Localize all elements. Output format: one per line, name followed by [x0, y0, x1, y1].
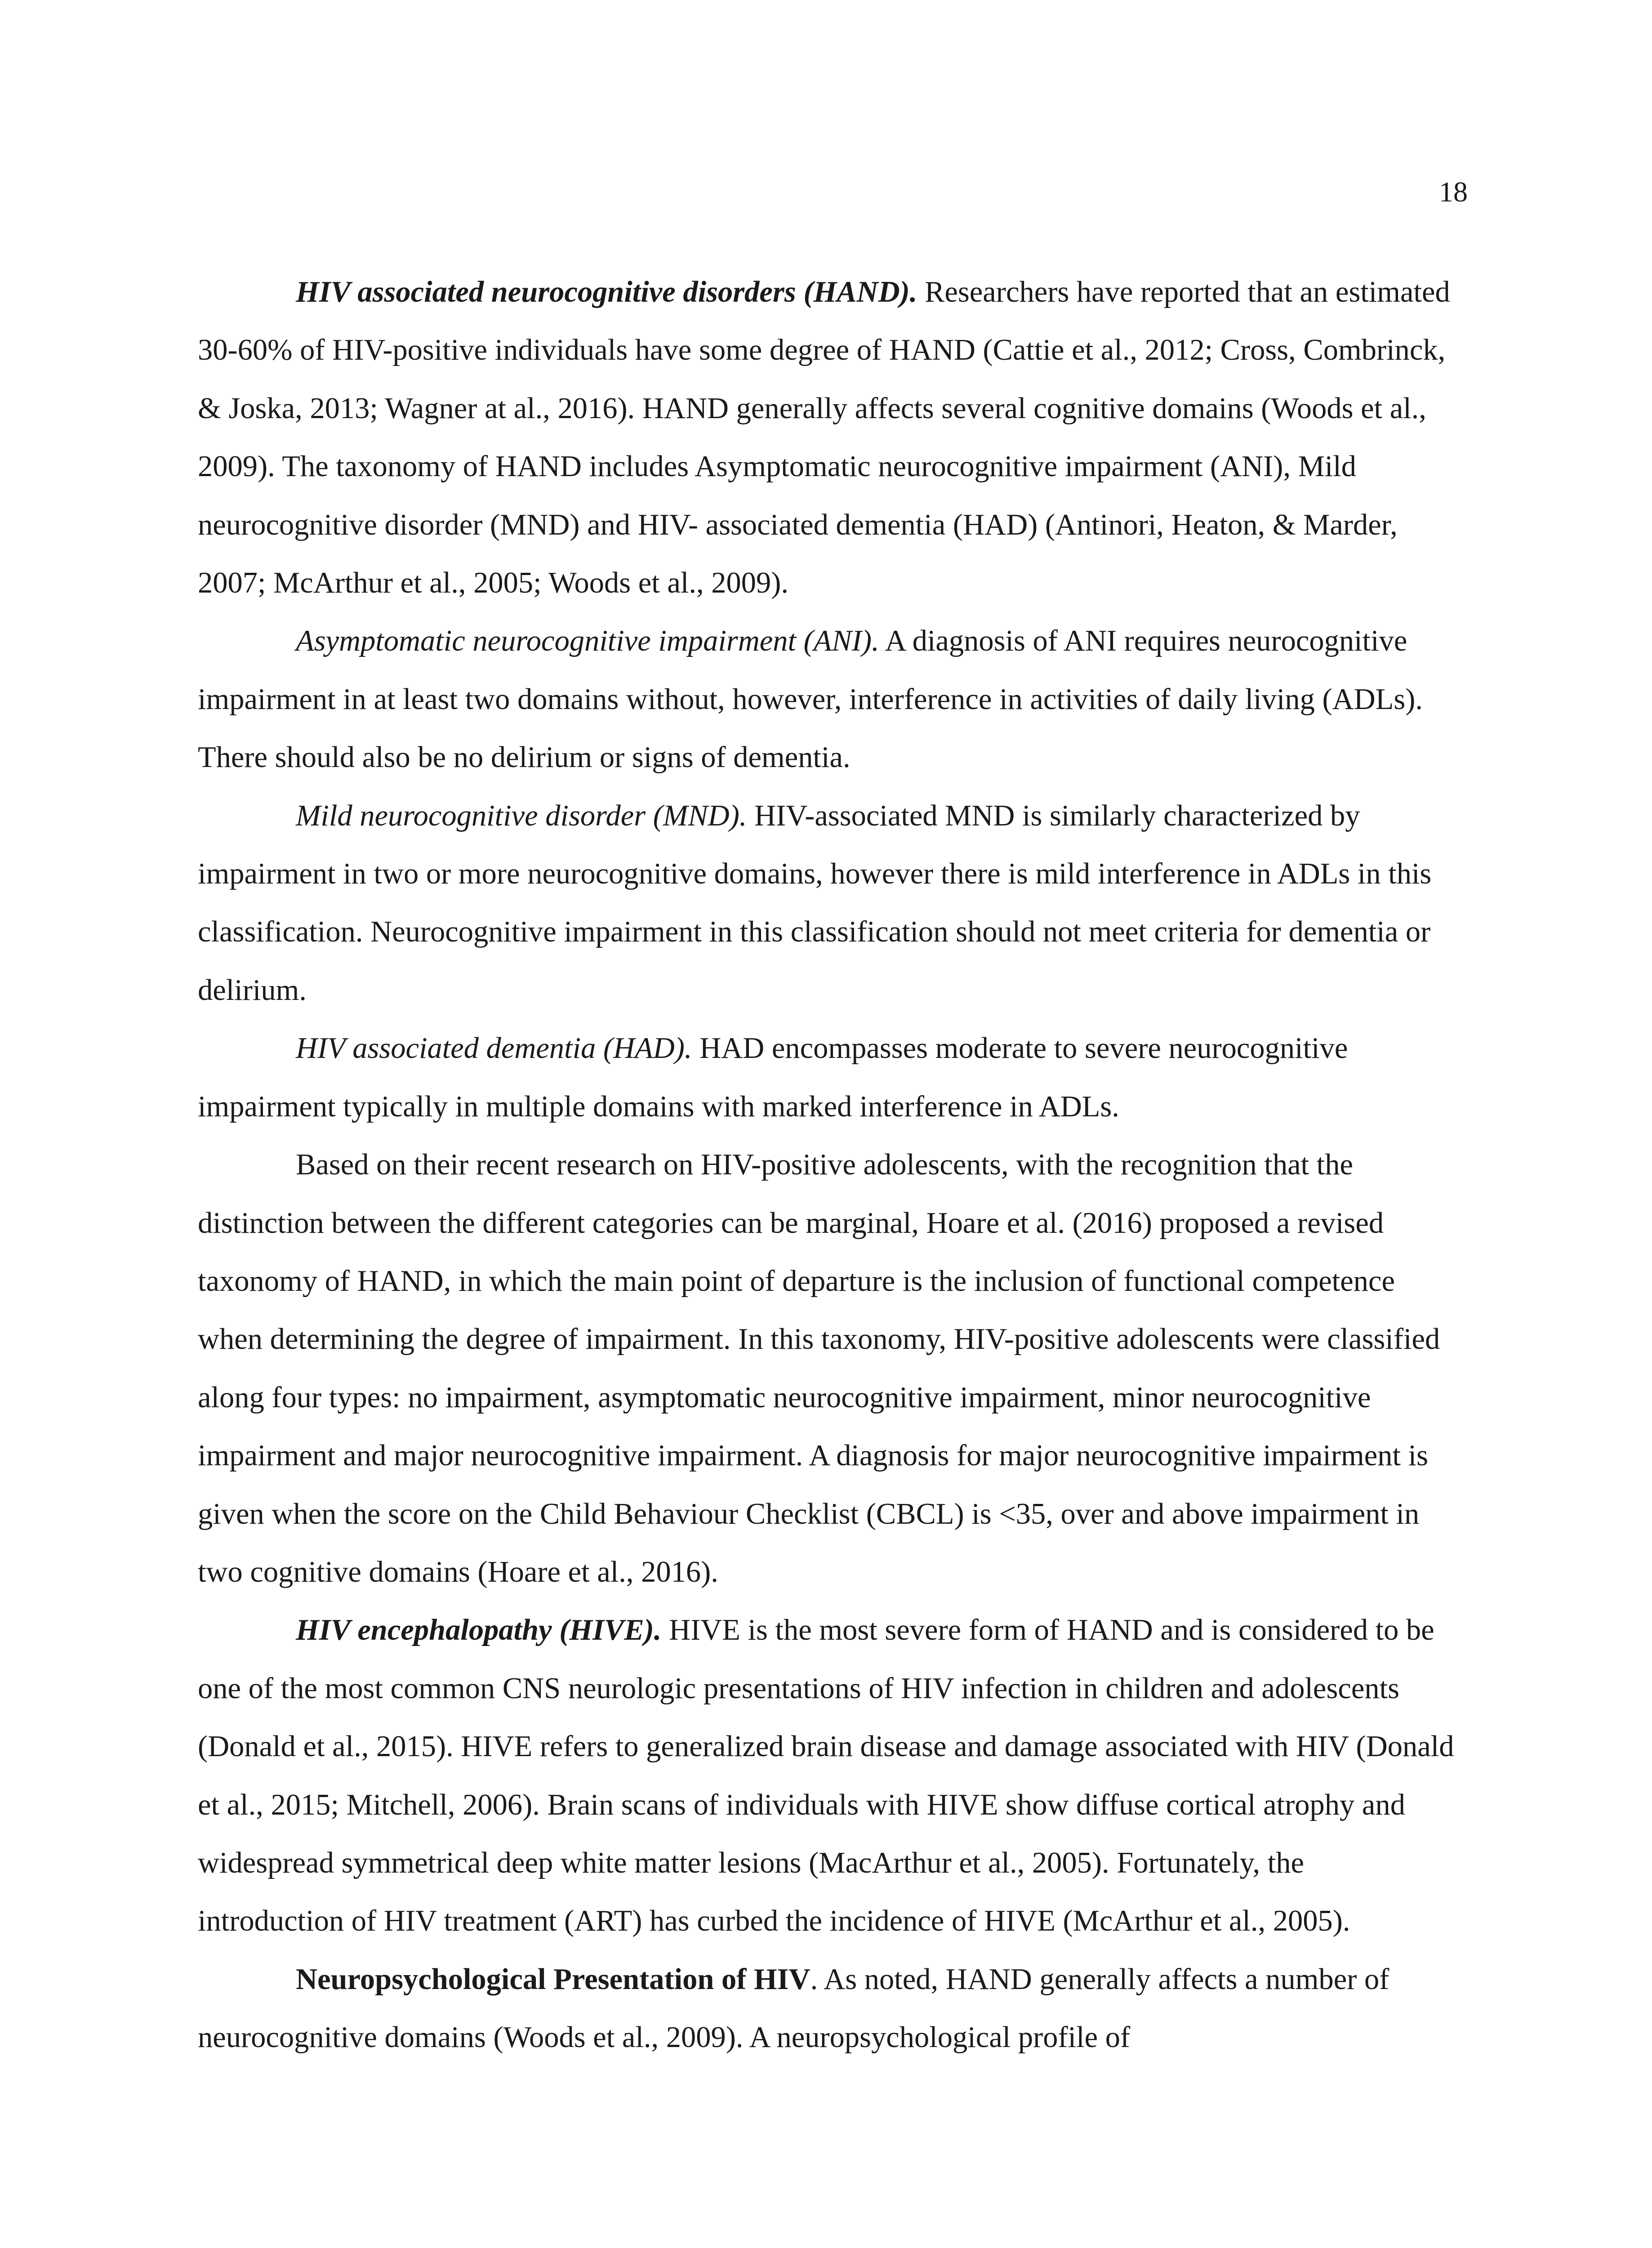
paragraph-mnd: [198, 787, 1456, 1020]
heading-hand: HIV associated neurocognitive disorders (HAND).: [296, 276, 917, 308]
body-text: [198, 263, 1456, 2067]
paragraph-text: HIV-associated MND is similarly characterized by impairment in two or more neurocognitive domains, however there is mild interference in ADLs in this classification. Neurocognitive impairment in this classification should not meet criteria for dementia or delirium.: [198, 799, 1432, 1007]
paragraph-hive: [198, 1601, 1456, 1950]
paragraph-text: . As noted, HAND generally affects a number of neurocognitive domains (Woods et al., 2009). A neuropsychological profile of: [198, 1963, 1389, 2054]
heading-ani: Asymptomatic neurocognitive impairment (ANI).: [296, 624, 879, 658]
paragraph-text: A diagnosis of ANI requires neurocognitive impairment in at least two domains without, however, interference in activities of daily living (ADLs). There should also be no delirium or signs of dementia.: [198, 624, 1423, 774]
page-number: 18: [1439, 176, 1468, 208]
heading-hive: HIV encephalopathy (HIVE).: [296, 1614, 662, 1647]
paragraph-text: HAD encompasses moderate to severe neurocognitive impairment typically in multiple domains with marked interference in ADLs.: [198, 1032, 1348, 1123]
paragraph-text: Based on their recent research on HIV-positive adolescents, with the recognition that the distinction between the different categories can be marginal, Hoare et al. (2016) proposed a revised taxonomy of HAND, in which the main point of departure is the inclusion of functional competence when determining the degree of impairment. In this taxonomy, HIV-positive adolescents were classified along four types: no impairment, asymptomatic neurocognitive impairment, minor neurocognitive impairment and major neurocognitive impairment. A diagnosis for major neurocognitive impairment is given when the score on the Child Behaviour Checklist (CBCL) is <35, over and above impairment in two cognitive domains (Hoare et al., 2016).: [198, 1148, 1440, 1588]
heading-mnd: Mild neurocognitive disorder (MND).: [296, 799, 747, 832]
paragraph-revised-taxonomy: [198, 1136, 1456, 1601]
paragraph-ani: [198, 612, 1456, 786]
paragraph-had: [198, 1019, 1456, 1136]
paragraph-neuropsych: [198, 1950, 1456, 2067]
heading-neuropsych: Neuropsychological Presentation of HIV: [296, 1963, 810, 1996]
paragraph-text: HIVE is the most severe form of HAND and is considered to be one of the most common CNS neurologic presentations of HIV infection in children and adolescents (Donald et al., 2015). HIVE refers to generalized brain disease and damage associated with HIV (Donald et al., 2015; Mitchell, 2006). Brain scans of individuals with HIVE show diffuse cortical atrophy and widespread symmetrical deep white matter lesions (MacArthur et al., 2005). Fortunately, the introduction of HIV treatment (ART) has curbed the incidence of HIVE (McArthur et al., 2005).: [198, 1614, 1454, 1938]
heading-had: HIV associated dementia (HAD).: [296, 1032, 692, 1065]
paragraph-text: Researchers have reported that an estimated 30-60% of HIV-positive individuals have some degree of HAND (Cattie et al., 2012; Cross, Combrinck, & Joska, 2013; Wagner at al., 2016). HAND generally affects several cognitive domains (Woods et al., 2009). The taxonomy of HAND includes Asymptomatic neurocognitive impairment (ANI), Mild neurocognitive disorder (MND) and HIV- associated dementia (HAD) (Antinori, Heaton, & Marder, 2007; McArthur et al., 2005; Woods et al., 2009).: [198, 276, 1450, 600]
paragraph-hand: [198, 263, 1456, 612]
